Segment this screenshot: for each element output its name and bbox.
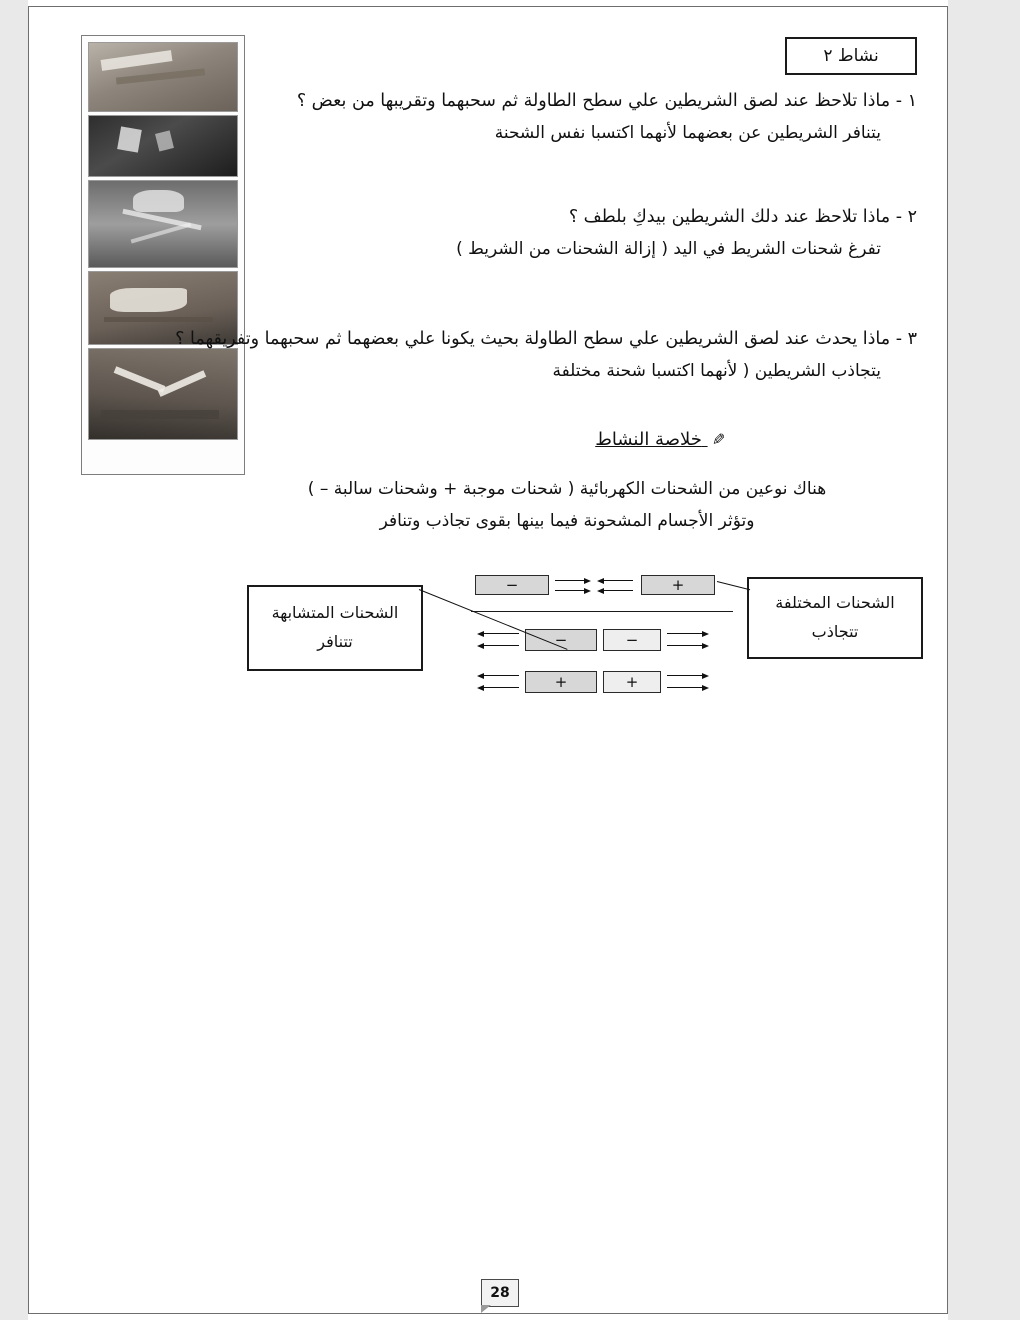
label-similar-charges [247,585,423,671]
charges-diagram [239,567,929,707]
photo-shape [101,410,219,419]
summary-heading [595,429,725,450]
question-number-3: ٣ - [895,329,917,349]
arrow-attract-left-2 [603,590,633,591]
arrow-repel-right-4 [667,687,703,688]
label-different-charges [747,577,923,659]
label-different-subtitle: تتجاذب [811,622,859,641]
question-number-1: ١ - [895,91,917,111]
question-text-1: ماذا تلاحظ عند لصق الشريطين علي سطح الطاولة ثم سحبهما وتقريبها من بعض ؟ [296,91,891,111]
answer-text-1: يتنافر الشريطين عن بعضهما لأنهما اكتسبا نفس الشحنة [494,122,881,143]
photo-shape [110,288,187,312]
question-line-2 [227,203,917,233]
photo-dark-room-tape [88,115,238,177]
charge-bar-mid-negative-left: − [525,629,597,651]
summary-body [217,473,917,538]
arrow-attract-right-2 [555,590,585,591]
arrow-repel-left-1 [483,633,519,634]
page-shadow-left [0,0,28,1320]
charge-bar-top-negative: − [475,575,549,595]
diagram-separator [471,611,733,612]
photo-shape [100,50,172,71]
photo-shape [155,130,174,151]
connector-different-to-bars [717,581,750,590]
photo-shape [117,126,141,152]
photo-strip [81,35,245,475]
photo-shape [116,68,205,84]
photo-tapes-attracting [88,348,238,440]
photo-shape [113,366,165,393]
arrow-repel-right-2 [667,645,703,646]
charge-bar-bottom-positive-left: + [525,671,597,693]
page-sheet [28,6,948,1314]
arrow-attract-right-1 [555,580,585,581]
answer-text-2: تفرغ شحنات الشريط في اليد ( إزالة الشحنات من الشريط ) [456,238,881,259]
label-similar-subtitle: تتنافر [317,632,353,651]
page-shadow-right [948,0,1020,1320]
summary-line-2: وتؤثر الأجسام المشحونة فيما بينها بقوى تجاذب وتنافر [379,511,755,532]
charge-bar-mid-negative-right: − [603,629,661,651]
photo-shape [158,370,207,397]
activity-badge: نشاط ٢ [785,37,917,75]
summary-line-1: هناك نوعين من الشحنات الكهربائية ( شحنات موجبة + وشحنات سالبة – ) [307,479,827,499]
connector-similar-to-bars [419,589,568,650]
charge-bar-top-positive: + [641,575,715,595]
question-number-2: ٢ - [895,207,917,227]
page-number-fold [481,1305,491,1313]
arrow-repel-left-2 [483,645,519,646]
arrow-repel-right-3 [667,675,703,676]
question-block-3 [175,325,917,387]
photo-hanging-tapes [88,180,238,268]
pen-icon: ✎ [711,430,725,449]
summary-heading-label: خلاصة النشاط [595,429,702,450]
question-line-3 [175,325,917,355]
question-line-1 [227,87,917,117]
photo-shape [133,190,183,212]
question-text-3: ماذا يحدث عند لصق الشريطين علي سطح الطاولة بحيث يكونا علي بعضهما ثم سحبهما وتفريقهما ؟ [175,329,891,349]
answer-text-3: يتجاذب الشريطين ( لأنهما اكتسبا شحنة مختلفة [552,360,881,381]
arrow-attract-left-1 [603,580,633,581]
charge-bar-bottom-positive-right: + [603,671,661,693]
label-similar-title: الشحنات المتشابهة [271,603,399,623]
photo-tape-on-table [88,42,238,112]
question-text-2: ماذا تلاحظ عند دلك الشريطين بيدكِ بلطف ؟ [568,207,891,227]
question-block-1 [227,87,917,149]
photo-shape [131,222,192,243]
question-block-2 [227,203,917,265]
label-different-title: الشحنات المختلفة [775,593,895,613]
arrow-repel-left-3 [483,675,519,676]
arrow-repel-right-1 [667,633,703,634]
photo-shape [104,317,214,323]
page-number: 28 [481,1279,519,1307]
arrow-repel-left-4 [483,687,519,688]
